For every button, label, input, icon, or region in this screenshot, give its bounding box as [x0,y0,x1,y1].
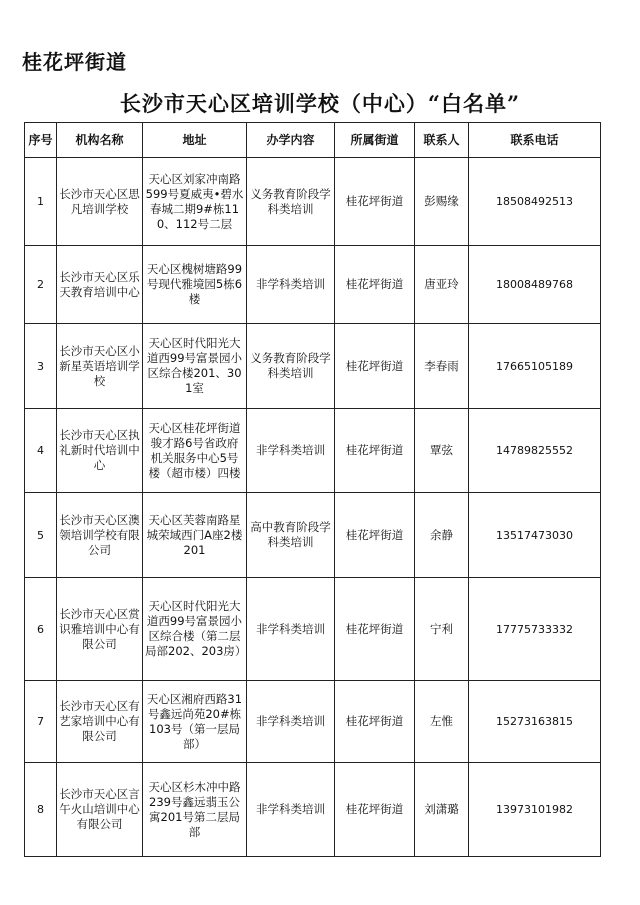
cell-street: 桂花坪街道 [335,493,415,578]
cell-contact: 唐亚玲 [415,246,469,324]
cell-name: 长沙市天心区言午火山培训中心有限公司 [57,763,143,857]
cell-address: 天心区杉木冲中路239号鑫远翡玉公寓201号第二层局部 [143,763,247,857]
cell-street: 桂花坪街道 [335,324,415,409]
cell-no: 1 [25,158,57,246]
cell-address: 天心区时代阳光大道西99号富景园小区综合楼（第二层局部202、203房） [143,578,247,681]
cell-phone: 18508492513 [469,158,601,246]
cell-street: 桂花坪街道 [335,681,415,763]
cell-name: 长沙市天心区小新星英语培训学校 [57,324,143,409]
cell-address: 天心区时代阳光大道西99号富景园小区综合楼201、301室 [143,324,247,409]
cell-content: 非学科类培训 [247,409,335,493]
street-heading: 桂花坪街道 [22,50,127,74]
cell-address: 天心区芙蓉南路星城荣域西门A座2楼201 [143,493,247,578]
cell-name: 长沙市天心区乐天教育培训中心 [57,246,143,324]
cell-contact: 左惟 [415,681,469,763]
cell-content: 义务教育阶段学科类培训 [247,324,335,409]
cell-phone: 13973101982 [469,763,601,857]
header-contact: 联系人 [415,123,469,158]
cell-contact: 彭赐缘 [415,158,469,246]
cell-content: 非学科类培训 [247,763,335,857]
header-no: 序号 [25,123,57,158]
cell-content: 非学科类培训 [247,578,335,681]
table-row [25,578,601,681]
cell-street: 桂花坪街道 [335,763,415,857]
cell-contact: 余静 [415,493,469,578]
header-content: 办学内容 [247,123,335,158]
cell-name: 长沙市天心区赏识雅培训中心有限公司 [57,578,143,681]
cell-contact: 宁利 [415,578,469,681]
cell-no: 8 [25,763,57,857]
cell-phone: 17775733332 [469,578,601,681]
cell-content: 非学科类培训 [247,681,335,763]
cell-street: 桂花坪街道 [335,246,415,324]
document-title: 长沙市天心区培训学校（中心）“白名单” [119,91,521,116]
table-row [25,246,601,324]
cell-address: 天心区湘府西路31号鑫远尚苑20#栋103号（第一层局部） [143,681,247,763]
cell-phone: 15273163815 [469,681,601,763]
cell-name: 长沙市天心区有艺家培训中心有限公司 [57,681,143,763]
table-row [25,409,601,493]
cell-no: 4 [25,409,57,493]
cell-phone: 14789825552 [469,409,601,493]
header-address: 地址 [143,123,247,158]
cell-content: 义务教育阶段学科类培训 [247,158,335,246]
header-name: 机构名称 [57,123,143,158]
cell-no: 6 [25,578,57,681]
cell-name: 长沙市天心区思凡培训学校 [57,158,143,246]
cell-content: 非学科类培训 [247,246,335,324]
cell-street: 桂花坪街道 [335,409,415,493]
table-row [25,324,601,409]
cell-address: 天心区槐树塘路99号现代雅境园5栋6楼 [143,246,247,324]
cell-phone: 18008489768 [469,246,601,324]
cell-address: 天心区刘家冲南路599号夏威夷•碧水春城二期9#栋110、112号二层 [143,158,247,246]
cell-phone: 17665105189 [469,324,601,409]
table-row [25,681,601,763]
cell-name: 长沙市天心区执礼新时代培训中心 [57,409,143,493]
cell-contact: 刘潇璐 [415,763,469,857]
table-header-row [25,123,601,158]
cell-content: 高中教育阶段学科类培训 [247,493,335,578]
table-row [25,493,601,578]
cell-contact: 覃弦 [415,409,469,493]
whitelist-table [24,122,601,857]
cell-no: 2 [25,246,57,324]
cell-no: 5 [25,493,57,578]
cell-phone: 13517473030 [469,493,601,578]
cell-address: 天心区桂花坪街道骏才路6号省政府机关服务中心5号楼（超市楼）四楼 [143,409,247,493]
cell-name: 长沙市天心区澳领培训学校有限公司 [57,493,143,578]
table-row [25,763,601,857]
header-street: 所属街道 [335,123,415,158]
cell-no: 3 [25,324,57,409]
cell-street: 桂花坪街道 [335,578,415,681]
cell-contact: 李春雨 [415,324,469,409]
cell-street: 桂花坪街道 [335,158,415,246]
table-row [25,158,601,246]
header-phone: 联系电话 [469,123,601,158]
cell-no: 7 [25,681,57,763]
